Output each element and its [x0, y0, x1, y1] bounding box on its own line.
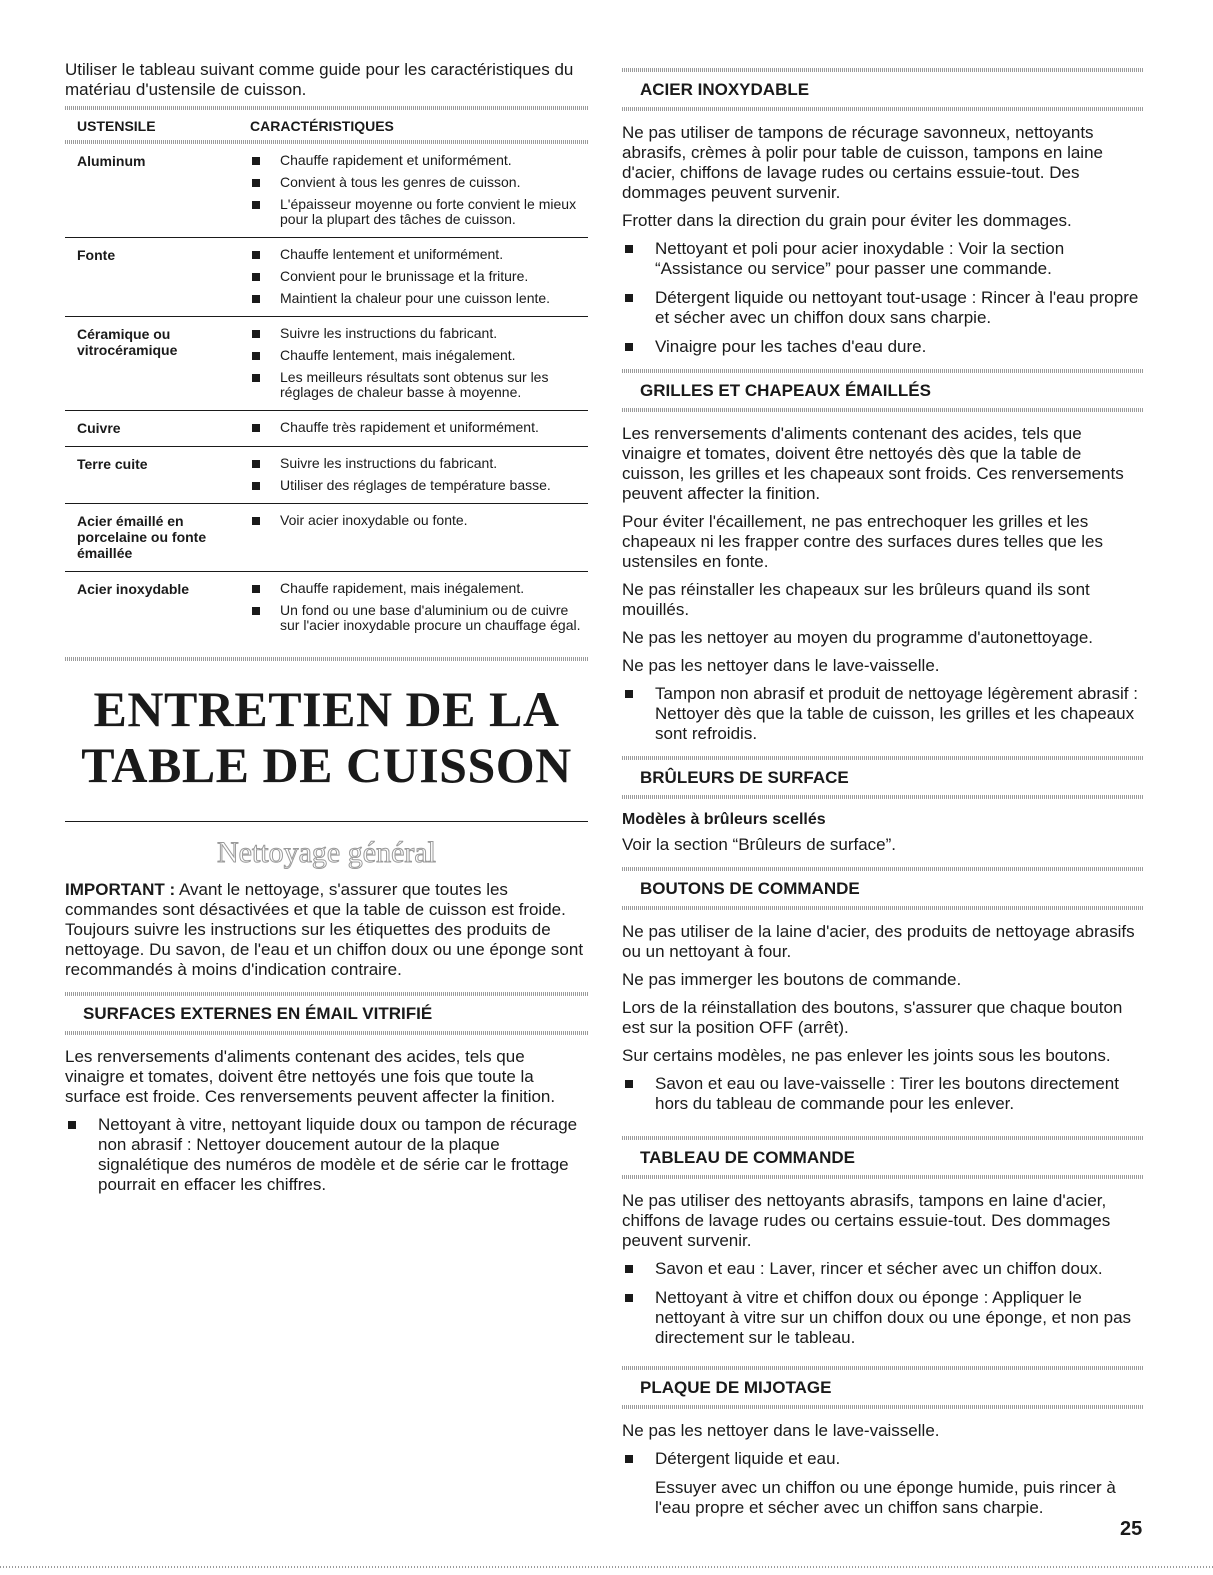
paragraph: Les renversements d'aliments contenant des acides, tels que vinaigre et tomates, doivent être nettoyés dès que la table de cuisson, les grilles et les chapeaux sont froids. Ces renversements peuvent affecter la finition.: [622, 424, 1124, 503]
bullet-square-icon: [252, 273, 260, 281]
bullet-square-icon: [252, 179, 260, 187]
table-row: [65, 317, 588, 411]
cookware-name: Acier inoxydable: [77, 581, 190, 597]
section-title: BRÛLEURS DE SURFACE: [640, 768, 849, 787]
bullet-square-icon: [252, 251, 260, 259]
characteristic-text: L'épaisseur moyenne ou forte convient le mieux pour la plupart des tâches de cuisson.: [280, 196, 577, 227]
important-label: IMPORTANT :: [65, 880, 176, 899]
characteristics-list: [250, 456, 588, 493]
table-row: [65, 447, 588, 504]
section-subtitle: Nettoyage général: [216, 836, 437, 869]
characteristic-item: [250, 581, 588, 596]
bullet-text: Savon et eau ou lave-vaisselle : Tirer les boutons directement hors du tableau de commande pour les enlever.: [655, 1074, 1119, 1113]
divider: [622, 795, 1144, 799]
paragraph: Ne pas les nettoyer dans le lave-vaisselle.: [622, 656, 940, 675]
characteristic-item: [250, 370, 588, 400]
divider: [622, 1405, 1144, 1409]
characteristic-text: Suivre les instructions du fabricant.: [280, 325, 498, 341]
bullet-item: [622, 288, 1144, 328]
paragraph: Frotter dans la direction du grain pour éviter les dommages.: [622, 211, 1072, 230]
bullet-square-icon: [252, 352, 260, 360]
bullet-square-icon: [252, 295, 260, 303]
table-row: [65, 572, 588, 643]
bullet-item: [622, 239, 1144, 279]
important-note: [65, 880, 588, 980]
cookware-name: Terre cuite: [77, 456, 148, 472]
bullet-item: [622, 1074, 1144, 1114]
divider: [622, 906, 1144, 910]
section-header-bruleurs: [622, 756, 1144, 799]
characteristic-text: Chauffe rapidement, mais inégalement.: [280, 580, 525, 596]
characteristic-text: Utiliser des réglages de température basse.: [280, 477, 551, 493]
bullet-square-icon: [252, 607, 260, 615]
divider: [65, 657, 588, 661]
bullet-text: Vinaigre pour les taches d'eau dure.: [655, 337, 927, 356]
characteristic-item: [250, 420, 588, 435]
characteristic-item: [250, 456, 588, 471]
characteristic-text: Chauffe très rapidement et uniformément.: [280, 419, 539, 435]
section-title: TABLEAU DE COMMANDE: [640, 1148, 856, 1167]
section-header-tableau: [622, 1136, 1144, 1179]
section-title: BOUTONS DE COMMANDE: [640, 879, 860, 898]
characteristics-list: [250, 513, 588, 561]
bullet-item: [622, 684, 1144, 744]
bullet-text: Détergent liquide ou nettoyant tout-usage : Rincer à l'eau propre et sécher avec un chiffon doux sans charpie.: [655, 288, 1139, 327]
bullet-square-icon: [625, 690, 633, 698]
characteristic-item: [250, 197, 588, 227]
cookware-table-body: [65, 144, 588, 643]
subheading: Modèles à brûleurs scellés: [622, 811, 826, 828]
bullet-square-icon: [252, 517, 260, 525]
bullet-square-icon: [252, 374, 260, 382]
bullet-text: Nettoyant à vitre et chiffon doux ou éponge : Appliquer le nettoyant à vitre sur un chiffon doux ou une éponge, et non pas directement sur le tableau.: [655, 1288, 1132, 1347]
characteristic-text: Un fond ou une base d'aluminium ou de cuivre sur l'acier inoxydable procure un chauffage égal.: [280, 602, 581, 633]
bullet-item: [622, 337, 1144, 357]
paragraph: Pour éviter l'écaillement, ne pas entrechoquer les grilles et les chapeaux ni les frapper contre des surfaces dures telles que les ustensiles en fonte.: [622, 512, 1103, 571]
section-header-surfaces: [65, 992, 588, 1035]
bullet-text: Tampon non abrasif et produit de nettoyage légèrement abrasif : Nettoyer dès que la table de cuisson, les grilles et les chapeaux sont refroidis.: [655, 684, 1138, 743]
section-title: SURFACES EXTERNES EN ÉMAIL VITRIFIÉ: [83, 1004, 433, 1023]
paragraph: Ne pas les nettoyer au moyen du programme d'autonettoyage.: [622, 628, 1094, 647]
characteristic-item: [250, 326, 588, 341]
section-header-acier: [622, 68, 1144, 111]
bullet-square-icon: [625, 1455, 633, 1463]
characteristic-text: Suivre les instructions du fabricant.: [280, 455, 498, 471]
table-header: [65, 110, 588, 140]
characteristic-text: Convient pour le brunissage et la friture.: [280, 268, 529, 284]
header-ustensile: USTENSILE: [77, 118, 156, 134]
characteristic-item: [250, 291, 588, 306]
paragraph: Ne pas utiliser de tampons de récurage savonneux, nettoyants abrasifs, crèmes à polir pour table de cuisson, tampons en laine d'acier, chiffons de lavage rudes ou certains essuie-tout. Des dommages peuvent survenir.: [622, 123, 1103, 202]
header-caracteristiques: CARACTÉRISTIQUES: [250, 118, 394, 134]
divider: [65, 1031, 588, 1035]
cookware-name: Acier émaillé en porcelaine ou fonte émaillée: [77, 513, 207, 561]
characteristics-list: [250, 247, 588, 306]
characteristic-text: Convient à tous les genres de cuisson.: [280, 174, 521, 190]
characteristics-list: [250, 153, 588, 227]
bullet-square-icon: [252, 201, 260, 209]
bullet-square-icon: [625, 1080, 633, 1088]
paragraph: Sur certains modèles, ne pas enlever les joints sous les boutons.: [622, 1046, 1111, 1065]
cookware-name: Aluminum: [77, 153, 146, 169]
bullet-square-icon: [252, 330, 260, 338]
bullet-square-icon: [625, 1265, 633, 1273]
bullet-square-icon: [252, 157, 260, 165]
table-row: [65, 411, 588, 447]
section-header-plaque: [622, 1366, 1144, 1409]
section-title: GRILLES ET CHAPEAUX ÉMAILLÉS: [640, 381, 931, 400]
characteristic-item: [250, 175, 588, 190]
bullet-text: Nettoyant et poli pour acier inoxydable : Voir la section “Assistance ou service” pour passer une commande.: [655, 239, 1065, 278]
table-row: [65, 504, 588, 572]
bullet-square-icon: [625, 1294, 633, 1302]
characteristic-item: [250, 603, 588, 633]
paragraph: Ne pas utiliser de la laine d'acier, des produits de nettoyage abrasifs ou un nettoyant à four.: [622, 922, 1135, 961]
title-line-1: ENTRETIEN DE LA: [93, 681, 560, 737]
important-text: Avant le nettoyage, s'assurer que toutes les commandes sont désactivées et que la table de cuisson est froide. Toujours suivre les instructions sur les étiquettes des produits de nettoyage. Du savon, de l'eau et un chiffon doux ou une éponge sont recommandés à moins d'indication contraire.: [65, 880, 584, 979]
bullet-square-icon: [625, 343, 633, 351]
bullet-square-icon: [252, 460, 260, 468]
divider: [622, 408, 1144, 412]
characteristics-list: [250, 326, 588, 400]
characteristic-item: [250, 153, 588, 168]
bullet-square-icon: [252, 482, 260, 490]
page-number: 25: [1120, 1518, 1143, 1540]
table-intro: Utiliser le tableau suivant comme guide pour les caractéristiques du matériau d'ustensile de cuisson.: [65, 60, 574, 99]
right-column: [622, 60, 1144, 1526]
divider: [622, 1175, 1144, 1179]
section-title: PLAQUE DE MIJOTAGE: [640, 1378, 832, 1397]
bullet-square-icon: [252, 424, 260, 432]
left-column: [65, 60, 588, 1204]
characteristic-item: [250, 478, 588, 493]
table-row: [65, 238, 588, 317]
bullet-text: Savon et eau : Laver, rincer et sécher avec un chiffon doux.: [655, 1259, 1103, 1278]
section-title: ACIER INOXYDABLE: [640, 80, 810, 99]
divider: [622, 107, 1144, 111]
paragraph: Ne pas utiliser des nettoyants abrasifs, tampons en laine d'acier, chiffons de lavage rudes ou certains essuie-tout. Des dommages peuvent survenir.: [622, 1191, 1111, 1250]
title-line-2: TABLE DE CUISSON: [81, 737, 572, 793]
section-header-boutons: [622, 867, 1144, 910]
bullet-item: [622, 1449, 1144, 1469]
paragraph: Ne pas immerger les boutons de commande.: [622, 970, 962, 989]
bullet-item: [622, 1259, 1144, 1279]
characteristic-text: Les meilleurs résultats sont obtenus sur les réglages de chaleur basse à moyenne.: [280, 369, 549, 400]
bullet-square-icon: [625, 245, 633, 253]
characteristic-text: Maintient la chaleur pour une cuisson lente.: [280, 290, 551, 306]
paragraph: Les renversements d'aliments contenant des acides, tels que vinaigre et tomates, doivent être nettoyés une fois que toute la surface est froide. Ces renversements peuvent affecter la finition.: [65, 1047, 556, 1106]
bullet-item: [65, 1115, 588, 1195]
characteristic-item: [250, 348, 588, 363]
characteristic-text: Chauffe lentement, mais inégalement.: [280, 347, 516, 363]
characteristics-list: [250, 581, 588, 633]
bullet-text: Nettoyant à vitre, nettoyant liquide doux ou tampon de récurage non abrasif : Nettoyer doucement autour de la plaque signalétique des numéros de modèle et de série car le frottage pourrait en effacer les chiffres.: [98, 1115, 578, 1194]
section-header-grilles: [622, 369, 1144, 412]
paragraph: Voir la section “Brûleurs de surface”.: [622, 835, 897, 854]
characteristics-list: [250, 420, 588, 436]
characteristic-item: [250, 269, 588, 284]
characteristic-text: Chauffe rapidement et uniformément.: [280, 152, 512, 168]
bullet-square-icon: [252, 585, 260, 593]
bottom-border: [0, 1566, 1213, 1568]
cookware-name: Céramique ou vitrocéramique: [77, 326, 178, 358]
bullet-item: [622, 1288, 1144, 1348]
paragraph: Lors de la réinstallation des boutons, s'assurer que chaque bouton est sur la position OFF (arrêt).: [622, 998, 1123, 1037]
cookware-name: Fonte: [77, 247, 116, 263]
bullet-square-icon: [68, 1121, 76, 1129]
table-row: [65, 144, 588, 238]
cookware-name: Cuivre: [77, 420, 121, 436]
page-title: [65, 681, 588, 822]
characteristic-item: [250, 513, 588, 528]
paragraph: Ne pas réinstaller les chapeaux sur les brûleurs quand ils sont mouillés.: [622, 580, 1090, 619]
bullet-continuation: Essuyer avec un chiffon ou une éponge humide, puis rincer à l'eau propre et sécher avec un chiffon sans charpie.: [655, 1478, 1116, 1517]
bullet-square-icon: [625, 294, 633, 302]
characteristic-text: Voir acier inoxydable ou fonte.: [280, 512, 468, 528]
characteristic-text: Chauffe lentement et uniformément.: [280, 246, 504, 262]
bullet-text: Détergent liquide et eau.: [655, 1449, 841, 1468]
paragraph: Ne pas les nettoyer dans le lave-vaisselle.: [622, 1421, 940, 1440]
characteristic-item: [250, 247, 588, 262]
